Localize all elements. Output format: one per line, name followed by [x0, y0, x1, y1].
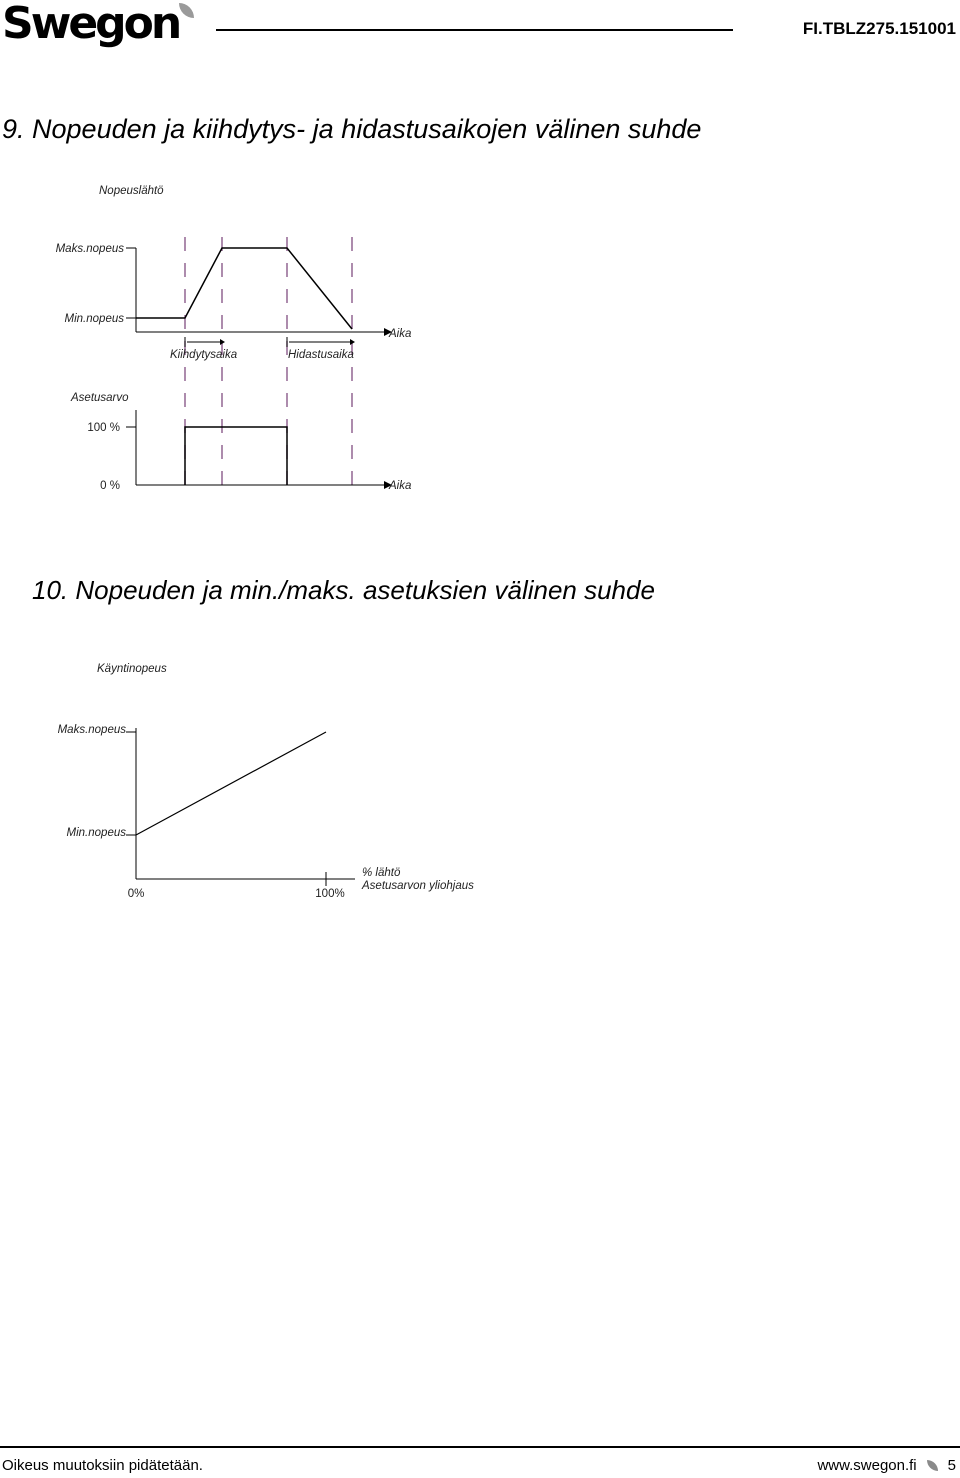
top-x-axis-label: Aika — [389, 328, 412, 340]
leaf-icon — [927, 1460, 938, 1471]
x-100-label: 100% — [315, 888, 345, 900]
x-0-label: 0% — [127, 888, 145, 900]
x-title-line-1: % lähtö — [362, 867, 401, 879]
accel-decel-diagram — [0, 175, 960, 505]
footer-right — [817, 1457, 956, 1474]
page-number: 5 — [947, 1457, 956, 1474]
min-max-speed-chart — [0, 650, 960, 910]
y-title: Käyntinopeus — [97, 663, 167, 675]
bottom-x-axis-label: Aika — [389, 480, 412, 492]
y-max-label: Maks.nopeus — [57, 724, 126, 736]
speed-line — [136, 732, 326, 835]
top-y-title: Nopeuslähtö — [99, 185, 164, 197]
section-9-title: 9. Nopeuden ja kiihdytys- ja hidastusaikojen välinen suhde — [2, 114, 702, 144]
footer-disclaimer: Oikeus muutoksiin pidätetään. — [2, 1457, 203, 1474]
leaf-icon — [179, 3, 194, 18]
bottom-y-0-label: 0 % — [100, 480, 120, 492]
footer-website[interactable]: www.swegon.fi — [817, 1457, 917, 1474]
speed-profile — [136, 248, 352, 329]
footer-rule — [0, 1446, 960, 1448]
header-rule — [216, 29, 733, 31]
bottom-y-100-label: 100 % — [87, 422, 120, 434]
accel-time-label: Kiihdytysaika — [170, 349, 238, 361]
y-min-label: Min.nopeus — [66, 827, 126, 839]
bottom-y-title: Asetusarvo — [71, 392, 129, 404]
top-y-max-label: Maks.nopeus — [55, 243, 124, 255]
x-title-line-2: Asetusarvon yliohjaus — [362, 880, 474, 892]
document-code: FI.TBLZ275.151001 — [802, 19, 956, 38]
swegon-logo: Swegon — [2, 0, 180, 49]
decel-time-label: Hidastusaika — [288, 349, 354, 361]
top-y-min-label: Min.nopeus — [64, 313, 124, 325]
section-10-title: 10. Nopeuden ja min./maks. asetuksien välinen suhde — [32, 575, 655, 605]
setpoint-pulse — [185, 427, 287, 485]
